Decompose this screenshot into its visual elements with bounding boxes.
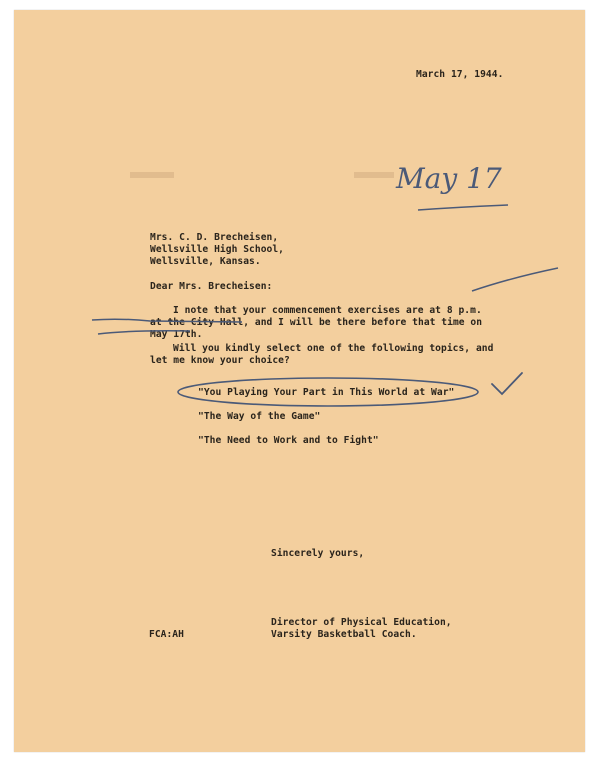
- signature-title-1: Director of Physical Education,: [271, 617, 452, 628]
- recipient-school: Wellsville High School,: [150, 244, 284, 255]
- paragraph1-line2: at the City Hall, and I will be there before that time on: [150, 317, 483, 328]
- paragraph1-line3: May 17th.: [150, 329, 203, 340]
- paragraph2-line1: Will you kindly select one of the following topics, and: [173, 343, 494, 354]
- topic-1: "You Playing Your Part in This World at War": [198, 387, 455, 398]
- city-hall-underline: [92, 319, 242, 322]
- paragraph2-line2: let me know your choice?: [150, 355, 290, 366]
- faint-stamp-mark: [130, 172, 174, 178]
- salutation: Dear Mrs. Brecheisen:: [150, 281, 273, 292]
- topic-2: "The Way of the Game": [198, 411, 321, 422]
- reference-initials: FCA:AH: [149, 629, 184, 640]
- topic-3: "The Need to Work and to Fight": [198, 435, 379, 446]
- may-underline-mark: [418, 205, 508, 210]
- paragraph1-line1: I note that your commencement exercises are at 8 p.m.: [173, 305, 482, 316]
- handwritten-may-17: May 17: [396, 162, 502, 195]
- check-mark: [492, 373, 522, 394]
- faint-stamp-mark-right: [354, 172, 394, 178]
- topic-circle-mark: [178, 378, 478, 406]
- letter-date: March 17, 1944.: [416, 69, 504, 80]
- may-17th-underline: [98, 331, 190, 334]
- margin-pencil-line: [472, 268, 558, 291]
- recipient-city: Wellsville, Kansas.: [150, 256, 261, 267]
- recipient-name: Mrs. C. D. Brecheisen,: [150, 232, 279, 243]
- closing: Sincerely yours,: [271, 548, 365, 559]
- signature-title-2: Varsity Basketball Coach.: [271, 629, 417, 640]
